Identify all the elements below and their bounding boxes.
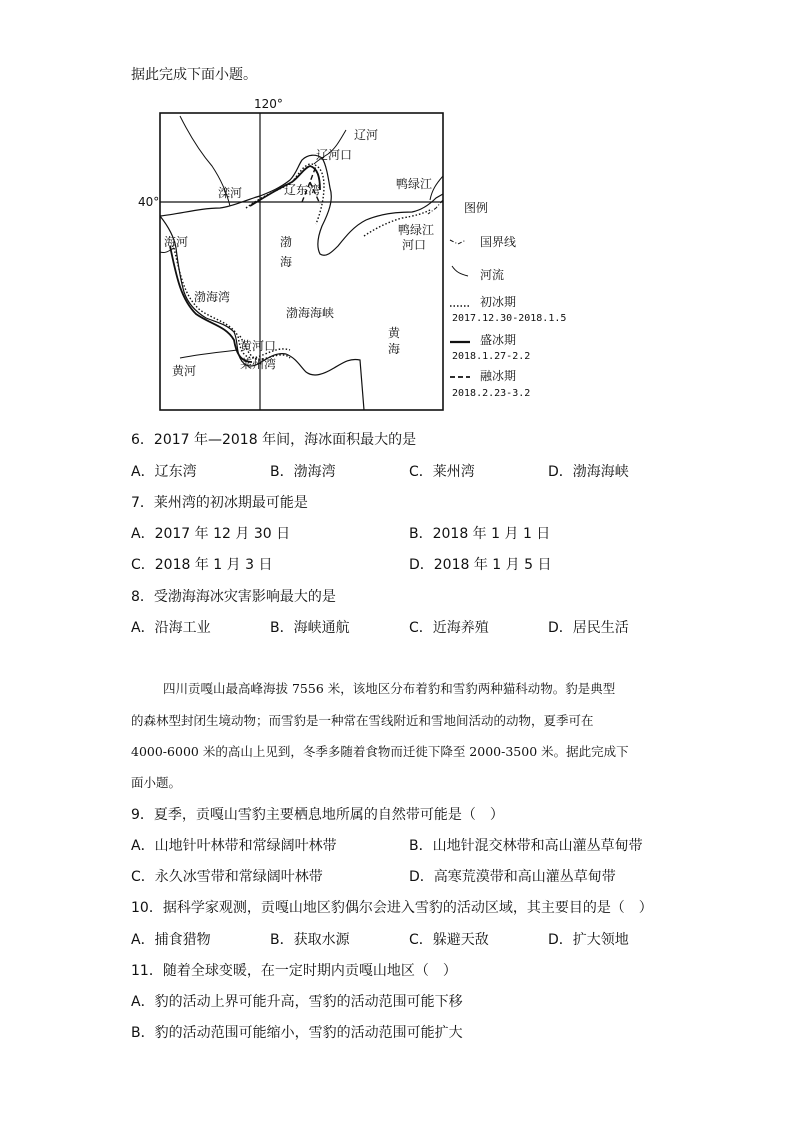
q7-option-c: C．2018 年 1 月 3 日 — [131, 557, 273, 573]
passage-line-3: 4000-6000 米的高山上见到，冬季多随着食物而迁徙下降至 2000-3500 米。据此完成下 — [131, 744, 629, 759]
q8-stem: 8．受渤海海冰灾害影响最大的是 — [131, 589, 336, 605]
q10-option-b: B．获取水源 — [270, 932, 350, 948]
bohaihaixia-label: 渤海海峡 — [286, 306, 335, 320]
huanghai-label-2: 海 — [388, 342, 401, 356]
legend-initial-label: 初冰期 — [480, 295, 517, 309]
huanghai-label-1: 黄 — [388, 326, 401, 340]
q6-option-a: A．辽东湾 — [131, 464, 197, 480]
q8-option-c: C．近海养殖 — [409, 620, 489, 636]
lon-120-label: 120° — [254, 97, 283, 111]
legend-title: 图例 — [464, 201, 489, 215]
q10-option-a: A．捕食猎物 — [131, 932, 211, 948]
bohai-label-1: 渤 — [280, 235, 293, 249]
q7-stem: 7．莱州湾的初冰期最可能是 — [131, 495, 308, 511]
q6-option-c: C．莱州湾 — [409, 464, 475, 480]
q9-option-c: C．永久冰雪带和常绿阔叶林带 — [131, 869, 323, 885]
q11-option-a: A．豹的活动上界可能升高，雪豹的活动范围可能下移 — [131, 994, 463, 1010]
yalujiang-label: 鸭绿江 — [396, 177, 433, 191]
lat-40-label: 40° — [138, 195, 160, 209]
q6-stem: 6．2017 年—2018 年间，海冰面积最大的是 — [131, 432, 417, 448]
legend-river-symbol — [452, 266, 468, 276]
q11-stem: 11．随着全球变暖，在一定时期内贡嘎山地区（ ） — [131, 963, 457, 979]
legend-peak-label: 盛冰期 — [480, 333, 517, 347]
bohai-sea-ice-map — [138, 96, 450, 414]
laizhouwan-label: 莱州湾 — [240, 357, 277, 371]
q6-option-b: B．渤海湾 — [270, 464, 336, 480]
north-coastline — [160, 155, 443, 255]
liaodongwan-label: 辽东湾 — [284, 183, 321, 197]
legend-melt-label: 融冰期 — [480, 369, 517, 383]
q8-option-d: D．居民生活 — [548, 620, 629, 636]
map-frame — [160, 113, 443, 410]
q9-stem: 9．夏季，贡嘎山雪豹主要栖息地所属的自然带可能是（ ） — [131, 807, 504, 823]
passage-line-1: 四川贡嘎山最高峰海拔 7556 米，该地区分布着豹和雪豹两种猫科动物。豹是典型 — [163, 681, 616, 696]
map-legend — [446, 196, 596, 406]
legend-river-label: 河流 — [480, 268, 505, 282]
haihe-label: 海河 — [164, 235, 189, 249]
q7-option-d: D．2018 年 1 月 5 日 — [409, 557, 552, 573]
passage-line-2: 的森林型封闭生境动物；而雪豹是一种常在雪线附近和雪地间活动的动物，夏季可在 — [131, 713, 594, 728]
huanghekou-label: 黄河口 — [240, 339, 277, 353]
legend-border-label: 国界线 — [480, 235, 517, 249]
legend-peak-dates: 2018.1.27-2.2 — [452, 351, 531, 362]
q9-option-b: B．山地针混交林带和高山灌丛草甸带 — [409, 838, 643, 854]
intro-text: 据此完成下面小题。 — [131, 67, 257, 83]
q10-stem: 10．据科学家观测，贡嘎山地区豹偶尔会进入雪豹的活动区域，其主要目的是（ ） — [131, 900, 653, 916]
yalujiangkou-label-2: 河口 — [402, 238, 427, 252]
passage-line-4: 面小题。 — [131, 775, 182, 790]
bohaiwan-label: 渤海湾 — [194, 290, 231, 304]
q7-option-b: B．2018 年 1 月 1 日 — [409, 526, 551, 542]
q8-option-a: A．沿海工业 — [131, 620, 211, 636]
q9-option-d: D．高寒荒漠带和高山灌丛草甸带 — [409, 869, 616, 885]
legend-border-symbol — [450, 240, 466, 244]
q8-option-b: B．海峡通航 — [270, 620, 350, 636]
legend-melt-dates: 2018.2.23-3.2 — [452, 388, 531, 399]
q9-option-a: A．山地针叶林带和常绿阔叶林带 — [131, 838, 337, 854]
q10-option-c: C．躲避天敌 — [409, 932, 489, 948]
huanghe-label: 黄河 — [172, 364, 197, 378]
q7-option-a: A．2017 年 12 月 30 日 — [131, 526, 291, 542]
bohai-label-2: 海 — [280, 255, 293, 269]
yalujiangkou-label-1: 鸭绿江 — [398, 223, 435, 237]
q10-option-d: D．扩大领地 — [548, 932, 629, 948]
huanghe-river — [180, 350, 238, 358]
liaohe-label: 辽河 — [354, 128, 379, 142]
liaohekou-label: 辽河口 — [316, 148, 353, 162]
luanhe-label: 滦河 — [218, 186, 243, 200]
legend-initial-dates: 2017.12.30-2018.1.5 — [452, 313, 567, 324]
q11-option-b: B．豹的活动范围可能缩小，雪豹的活动范围可能扩大 — [131, 1025, 463, 1041]
q6-option-d: D．渤海海峡 — [548, 464, 629, 480]
